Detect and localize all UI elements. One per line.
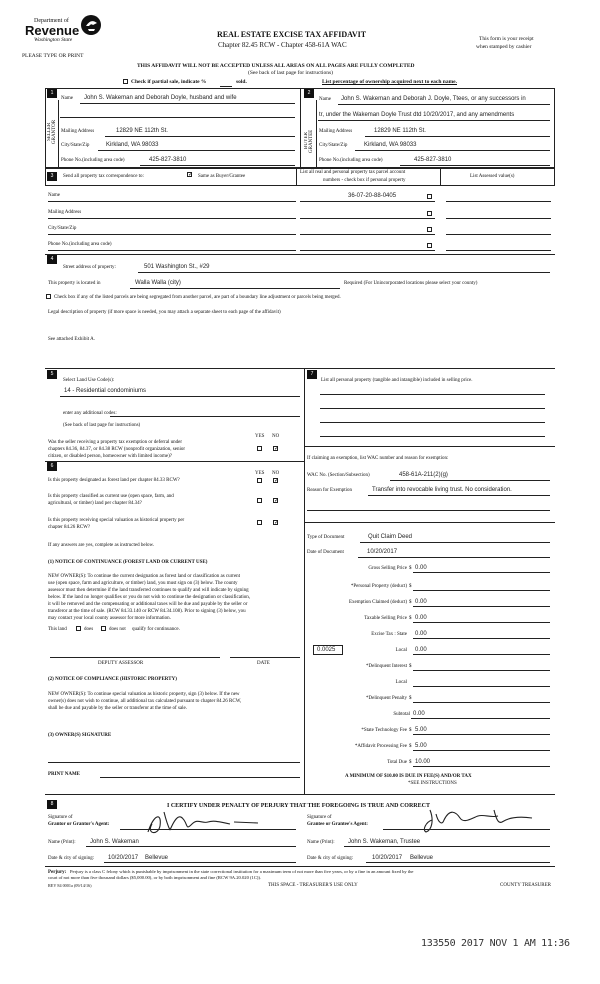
grantee-sig-label-2: Grantee or Grantee's Agent:: [307, 822, 368, 827]
buyer-name-label: Name: [319, 97, 331, 102]
notice-compliance-title: (2) NOTICE OF COMPLIANCE (HISTORIC PROPERTY): [48, 677, 177, 682]
forest-yes-checkbox[interactable]: [257, 478, 262, 483]
corr-name-label: Name: [48, 193, 60, 198]
wac-number[interactable]: 458-61A-211(2)(g): [399, 472, 448, 478]
exemption-value[interactable]: 0.00: [415, 599, 427, 605]
receipt-note-2: when stamped by cashier: [476, 44, 532, 50]
deputy-date-label: DATE: [257, 661, 270, 666]
notice-compliance-text-3: shall be due and payable by the seller or transferor at the time of sale.: [48, 706, 187, 711]
seller-phone[interactable]: 425-827-3810: [149, 157, 187, 163]
historic-no-checkbox[interactable]: [273, 520, 278, 525]
seller-city[interactable]: Kirkland, WA 98033: [106, 142, 159, 148]
historic-question-1: Is this property receiving special valuation as historical property per: [48, 518, 185, 523]
seller-side-label: SELLER GRANTOR: [47, 119, 57, 145]
corr-city-label: City/State/Zip: [48, 226, 77, 231]
subtotal-value[interactable]: 0.00: [413, 711, 425, 717]
form-title: REAL ESTATE EXCISE TAX AFFIDAVIT: [217, 30, 367, 39]
section-4-marker: 4: [47, 255, 57, 264]
recording-stamp: 133550 2017 NOV 1 AM 11:36: [421, 938, 570, 949]
gross-label: Gross Selling Price: [368, 566, 407, 571]
s5-exemption-no-checkbox[interactable]: [273, 446, 278, 451]
current-use-question-2: agricultural, or timber) land per chapter 84.34?: [48, 501, 142, 506]
land-use-code[interactable]: 14 - Residential condominiums: [64, 388, 147, 394]
deputy-assessor-label: DEPUTY ASSESSOR: [98, 661, 144, 666]
doc-type-label: Type of Document: [307, 535, 345, 540]
street-address[interactable]: 501 Washington St., #29: [144, 264, 210, 270]
notice-continuance-text-2: use (open space, farm and agriculture, or timber) land, you must sign on (3) below. The county: [48, 581, 238, 586]
delinquent-interest-label: *Delinquent Interest: [366, 664, 407, 669]
same-as-buyer-checkbox[interactable]: [187, 172, 192, 177]
notice-compliance-text-1: NEW OWNER(S): To continue special valuation as historic property, sign (3) below. If the new: [48, 692, 240, 697]
grantor-date-city-label: Date & city of signing:: [48, 856, 95, 861]
does-qualify-checkbox[interactable]: [76, 626, 81, 631]
minimum-due-note: A MINIMUM OF $10.00 IS DUE IN FEE(S) AND/OR TAX: [345, 774, 472, 779]
gross-dollar: $: [409, 566, 412, 571]
historic-yes-checkbox[interactable]: [257, 520, 262, 525]
tech-fee-label: *State Technology Fee: [361, 728, 407, 733]
grantor-sign-date[interactable]: 10/20/2017: [108, 855, 139, 861]
does-label: does: [84, 627, 94, 632]
delinquent-penalty-label: *Delinquent Penalty: [366, 696, 407, 701]
perjury-label: Perjury:: [48, 870, 67, 875]
notice-continuance-text-7: may contact your local county assessor for more information.: [48, 616, 171, 621]
section-1-marker: 1: [47, 89, 57, 98]
seller-phone-label: Phone No.(including area code): [61, 158, 125, 163]
grantee-sign-city[interactable]: Bellevue: [410, 855, 434, 861]
seller-city-label: City/State/Zip: [61, 143, 90, 148]
s5-exemption-yes-checkbox[interactable]: [257, 446, 262, 451]
grantor-name-print-label: Name (Print):: [48, 840, 76, 845]
segregated-label: Check box if any of the listed parcels are being segregated from another parcel, are part of a boundary line adjustment or parcels being merged.: [54, 295, 341, 300]
notice-continuance-text-5: it will be removed and the compensating or additional taxes will be due and payable by the seller or: [48, 602, 248, 607]
parcel-1-personal-checkbox[interactable]: [427, 194, 432, 199]
treasurer-space-label: THIS SPACE - TREASURER'S USE ONLY: [268, 883, 358, 888]
required-note: Required (For Unincorporated locations please select your county): [344, 281, 478, 286]
grantor-sign-city[interactable]: Bellevue: [145, 855, 169, 861]
grantor-print-name[interactable]: John S. Wakeman: [90, 839, 139, 845]
parcel-2-personal-checkbox[interactable]: [427, 211, 432, 216]
grantor-sig-label-1: Signature of: [48, 815, 73, 820]
forest-land-question: Is this property designated as forest land per chapter 84.33 RCW?: [48, 478, 180, 483]
certify-statement: I CERTIFY UNDER PENALTY OF PERJURY THAT THE FOREGOING IS TRUE AND CORRECT: [167, 803, 430, 809]
section-2-marker: 2: [304, 89, 314, 98]
taxable-value[interactable]: 0.00: [415, 615, 427, 621]
exemption-claimed-label: Exemption Claimed (deduct): [348, 600, 407, 605]
taxable-label: Taxable Selling Price: [364, 616, 407, 621]
exemption-q-1: Was the seller receiving a property tax exemption or deferral under: [48, 440, 182, 445]
historic-question-2: chapter 84.26 RCW?: [48, 525, 91, 530]
parcel-header-1: List all real and personal property tax parcel account: [300, 170, 406, 175]
local-interest-label: Local: [395, 680, 407, 685]
seller-mailing[interactable]: 12829 NE 112th St.: [116, 128, 168, 134]
notice-continuance-title: (1) NOTICE OF CONTINUANCE (FOREST LAND OR CURRENT USE): [48, 560, 208, 565]
penalty-dollar: $: [409, 696, 412, 701]
see-back-note: (See back of last page for instructions): [248, 70, 333, 76]
parcel-number[interactable]: 36-07-20-88-0405: [348, 193, 397, 199]
s6-yes-header: YES: [255, 471, 265, 476]
processing-fee-label: *Affidavit Processing Fee: [354, 744, 407, 749]
buyer-mailing[interactable]: 12829 NE 112th St.: [374, 128, 426, 134]
legal-description-label: Legal description of property (if more space is needed, you may attach a separate sheet to each page of the affidavit): [48, 310, 281, 315]
processing-fee-value[interactable]: 5.00: [415, 743, 427, 749]
current-use-question-1: Is this property classified as current use (open space, farm, and: [48, 494, 174, 499]
buyer-city-label: City/State/Zip: [319, 143, 348, 148]
partial-sale-checkbox[interactable]: [123, 79, 128, 84]
parcel-4-personal-checkbox[interactable]: [427, 243, 432, 248]
logo-state-line: Washington State: [34, 37, 73, 43]
see-instructions: *SEE INSTRUCTIONS: [408, 781, 457, 786]
wac-label: WAC No. (Section/Subsection): [307, 473, 370, 478]
doc-date[interactable]: 10/20/2017: [367, 549, 398, 555]
washington-logo-icon: [80, 14, 102, 36]
notice-continuance-text-1: NEW OWNER(S): To continue the current designation as forest land or classification as current: [48, 574, 241, 579]
see-attached: See attached Exhibit A.: [48, 337, 95, 342]
land-use-label: Select Land Use Code(s):: [63, 378, 115, 383]
parcel-3-personal-checkbox[interactable]: [427, 227, 432, 232]
grantee-sign-date[interactable]: 10/20/2017: [372, 855, 403, 861]
ownership-note: List percentage of ownership acquired next to each name.: [322, 79, 457, 85]
exemption-q-3: citizen, or disabled person, homeowner with limited income)?: [48, 454, 172, 459]
correspondence-label: Send all property tax correspondence to:: [63, 174, 144, 179]
grantor-signature: [140, 806, 270, 838]
buyer-phone-label: Phone No.(including area code): [319, 158, 383, 163]
located-label: This property is located in: [48, 281, 101, 286]
exemption-q-2: chapters 84.36, 84.37, or 84.38 RCW (nonprofit organization, senior: [48, 447, 186, 452]
assessed-header: List Assessed value(s): [470, 174, 515, 179]
seller-name[interactable]: John S. Wakeman and Deborah Doyle, husband and wife: [84, 95, 237, 101]
section-8-marker: 8: [47, 800, 57, 809]
segregated-checkbox[interactable]: [46, 294, 51, 299]
forest-no-checkbox[interactable]: [273, 478, 278, 483]
owner-signature-title: (3) OWNER(S) SIGNATURE: [48, 733, 112, 738]
form-subtitle: Chapter 82.45 RCW - Chapter 458-61A WAC: [218, 41, 347, 49]
qualify-label: qualify for continuance.: [132, 627, 180, 632]
additional-codes-label: enter any additional codes:: [63, 411, 117, 416]
buyer-phone[interactable]: 425-827-3810: [414, 157, 452, 163]
please-type-note: PLEASE TYPE OR PRINT: [22, 53, 84, 59]
notice-compliance-text-2: owner(s) does not wish to continue, all additional tax calculated pursuant to chapter 84.26 RCW,: [48, 699, 242, 704]
tech-fee-dollar: $: [409, 728, 412, 733]
local-label: Local: [395, 648, 407, 653]
tech-fee-value[interactable]: 5.00: [415, 727, 427, 733]
total-due-label: Total Due: [387, 760, 407, 765]
exemption-reason[interactable]: Transfer into revocable living trust. No consideration.: [372, 487, 512, 493]
personal-property-deduct-label: *Personal Property (deduct): [350, 584, 407, 589]
logo-dept-line: Department of: [34, 18, 69, 24]
buyer-side-label: BUYER GRANTEE: [304, 129, 314, 153]
taxable-dollar: $: [409, 616, 412, 621]
corr-mailing-label: Mailing Address: [48, 210, 82, 215]
warning-line: THIS AFFIDAVIT WILL NOT BE ACCEPTED UNLESS ALL AREAS ON ALL PAGES ARE FULLY COMPLETED: [137, 63, 415, 69]
section-6-marker: 6: [47, 462, 57, 471]
s5-yes-header: YES: [255, 434, 265, 439]
doc-date-label: Date of Document: [307, 550, 344, 555]
personal-dollar: $: [409, 584, 412, 589]
parcel-header-2: numbers - check box if personal property: [323, 178, 406, 183]
does-not-qualify-checkbox[interactable]: [101, 626, 106, 631]
grantee-date-city-label: Date & city of signing:: [307, 856, 354, 861]
subtotal-label: Subtotal: [393, 712, 410, 717]
buyer-mailing-label: Mailing Address: [319, 129, 353, 134]
doc-type[interactable]: Quit Claim Deed: [368, 534, 413, 540]
notice-continuance-text-3: assessor must then determine if the land transferred continues to qualify and will indicate by signing: [48, 588, 249, 593]
section-3-marker: 3: [47, 172, 57, 181]
excise-state-value[interactable]: 0.00: [415, 631, 427, 637]
revision-number: REV 84 0001a (09/14/16): [48, 883, 92, 888]
seller-name-label: Name: [61, 96, 73, 101]
perjury-text-1: Perjury is a class C felony which is punishable by imprisonment in the state correctional institution for a maximum term of not more than five years, or by a fine in an amount fixed by the: [70, 869, 414, 874]
local-value[interactable]: 0.00: [415, 647, 427, 653]
land-use-see-back: (See back of last page for instructions): [63, 423, 141, 428]
s5-no-header: NO: [272, 434, 280, 439]
does-not-label: does not: [109, 627, 126, 632]
grantee-signature: [420, 804, 550, 836]
notice-continuance-text-4: below. If the land no longer qualifies or you do not wish to continue the designation or classification,: [48, 595, 250, 600]
excise-state-label: Excise Tax : State: [371, 632, 407, 637]
current-use-yes-checkbox[interactable]: [257, 498, 262, 503]
sold-label: sold.: [236, 79, 247, 85]
s6-no-header: NO: [272, 471, 280, 476]
personal-property-label: List all personal property (tangible and intangible) included in selling price.: [321, 378, 473, 383]
total-dollar: $: [409, 760, 412, 765]
processing-dollar: $: [409, 744, 412, 749]
same-as-buyer-label: Same as Buyer/Grantee: [198, 174, 246, 179]
exemption-dollar: $: [409, 600, 412, 605]
section-7-marker: 7: [307, 370, 317, 379]
seller-mailing-label: Mailing Address: [61, 129, 95, 134]
gross-value[interactable]: 0.00: [415, 565, 427, 571]
section-5-marker: 5: [47, 370, 57, 379]
claiming-exemption-label: If claiming an exemption, list WAC number and reason for exemption:: [307, 456, 449, 461]
notice-continuance-text-6: transferor at the time of sale. (RCW 84.33.140 or RCW 84.34.108). Prior to signing (3) below, you: [48, 609, 246, 614]
buyer-city[interactable]: Kirkland, WA 98033: [364, 142, 417, 148]
grantor-sig-label-2: Grantor or Grantor's Agent:: [48, 822, 110, 827]
partial-sale-label: Check if partial sale, indicate %: [131, 79, 207, 85]
located-in[interactable]: Walla Walla (city): [135, 280, 181, 286]
buyer-name-line-2[interactable]: tr, under the Wakeman Doyle Trust dtd 10/20/2017, and any amendments: [319, 112, 515, 118]
grantee-print-name[interactable]: John S. Wakeman, Trustee: [348, 839, 421, 845]
local-rate[interactable]: 0.0025: [317, 647, 336, 653]
buyer-name-line-1[interactable]: John S. Wakeman and Deborah J. Doyle, Ttees, or any successors in: [341, 96, 526, 102]
reason-label: Reason for Exemption: [307, 488, 352, 493]
county-treasurer-label: COUNTY TREASURER: [500, 883, 551, 888]
corr-phone-label: Phone No.(including area code): [48, 242, 112, 247]
total-due-value[interactable]: 10.00: [415, 759, 431, 765]
grantee-sig-label-1: Signature of: [307, 815, 332, 820]
if-yes-note: If any answers are yes, complete as instructed below.: [48, 543, 155, 548]
receipt-note-1: This form is your receipt: [479, 36, 534, 42]
land-does-label: This land: [48, 627, 67, 632]
grantee-name-print-label: Name (Print):: [307, 840, 335, 845]
street-label: Street address of property:: [63, 265, 116, 270]
current-use-no-checkbox[interactable]: [273, 498, 278, 503]
interest-dollar: $: [409, 664, 412, 669]
logo-revenue-word: Revenue: [25, 23, 80, 38]
print-name-label: PRINT NAME: [48, 772, 80, 777]
perjury-text-2: court of not more than five thousand dollars ($5,000.00), or by both imprisonment and fine (RCW 9A.20.020 (1C)).: [48, 875, 262, 880]
